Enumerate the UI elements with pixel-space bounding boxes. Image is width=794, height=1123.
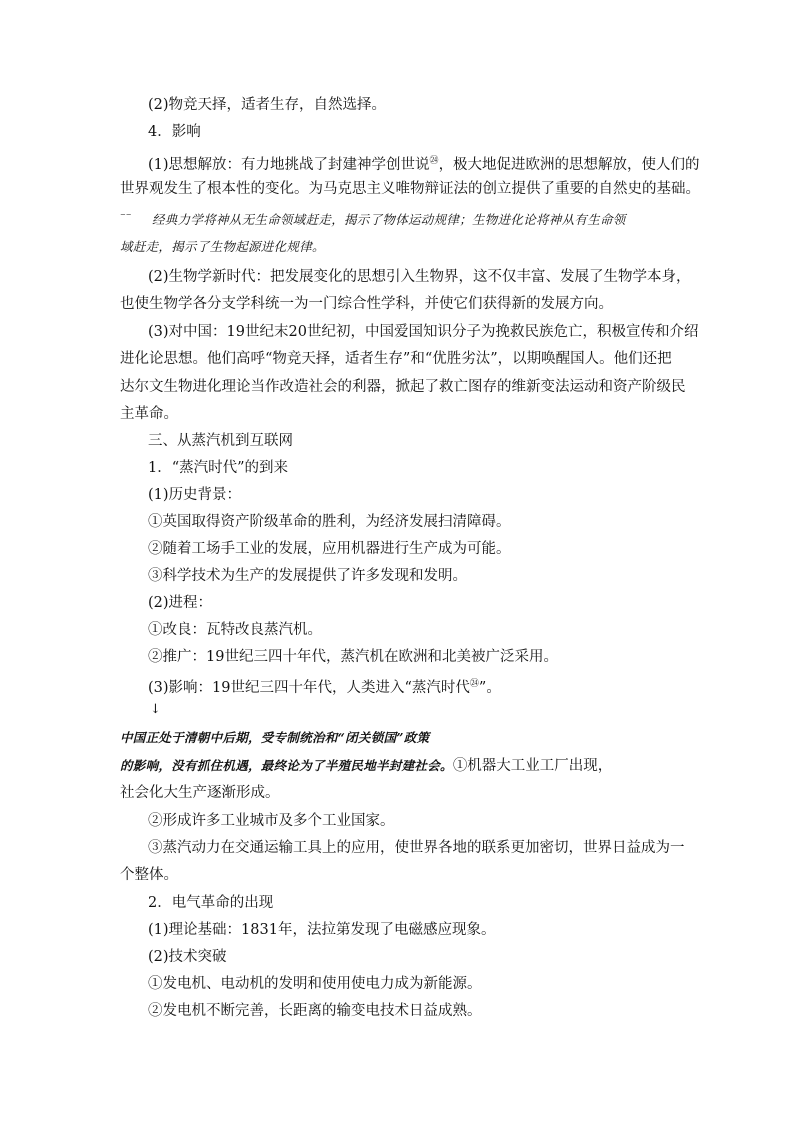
text-span: ①机器大工业工厂出现， <box>452 758 613 774</box>
text-line <box>120 756 612 776</box>
annotation-line: 中国正处于清朝中后期，受专制统治和“闭关锁国”政策 <box>120 730 430 745</box>
subsection-heading: 1．“蒸汽时代”的到来 <box>148 460 289 476</box>
text-line: (2)技术突破 <box>148 949 227 965</box>
annotation-line: 域赶走，揭示了生物起源进化规律。 <box>120 239 325 254</box>
annotation-span: 的影响，没有抓住机遇，最终论为了半殖民地半封建社会。 <box>120 758 453 773</box>
subsection-heading: 2．电气革命的出现 <box>148 895 274 911</box>
text-line: ②推广：19世纪三四十年代，蒸汽机在欧洲和北美被广泛采用。 <box>148 649 558 665</box>
note-marker-icon: ㉔ <box>469 679 479 689</box>
text-line: 也使生物学各分支学科统一为一门综合性学科，并使它们获得新的发展方向。 <box>120 296 613 312</box>
text-line: 社会化大生产逐渐形成。 <box>120 785 280 801</box>
text-line <box>148 674 501 698</box>
text-line: (3)对中国：19世纪末20世纪初，中国爱国知识分子为挽救民族危亡，积极宣传和介绍 <box>148 324 699 340</box>
text-line: (2)进程： <box>148 595 213 611</box>
text-span: ，极大地促进欧洲的思想解放，使人们的 <box>438 156 700 173</box>
text-line: ①发电机、电动机的发明和使用使电力成为新能源。 <box>148 976 482 992</box>
arrow-icon: ⁻⁻ <box>120 210 132 223</box>
annotation-line: 经典力学将神从无生命领域赶走，揭示了物体运动规律；生物进化论将神从有生命领 <box>152 212 626 227</box>
text-line: 个整体。 <box>120 867 178 883</box>
text-span: ”。 <box>478 679 501 696</box>
text-line: 世界观发生了根本性的变化。为马克思主义唯物辩证法的创立提供了重要的自然史的基础。 <box>120 181 700 197</box>
text-line: ①英国取得资产阶级革命的胜利，为经济发展扫清障碍。 <box>148 514 511 530</box>
text-span: (1)思想解放：有力地挑战了封建神学创世说 <box>148 156 430 173</box>
text-line: 达尔文生物进化理论当作改造社会的利器，掀起了救亡图存的维新变法运动和资产阶级民 <box>120 379 686 395</box>
arrow-down-icon: ↓ <box>150 702 161 717</box>
text-line: ③科学技术为生产的发展提供了许多发现和发明。 <box>148 568 467 584</box>
text-line: ①改良：瓦特改良蒸汽机。 <box>148 622 322 638</box>
text-line: ②形成许多工业城市及多个工业国家。 <box>148 813 395 829</box>
section-heading: 4．影响 <box>148 124 201 140</box>
text-line: (2)物竞天择，适者生存，自然选择。 <box>148 97 387 113</box>
section-heading: 三、从蒸汽机到互联网 <box>148 433 293 449</box>
text-line: ②发电机不断完善，长距离的输变电技术日益成熟。 <box>148 1003 482 1019</box>
text-line: 主革命。 <box>120 406 178 422</box>
text-line: ③蒸汽动力在交通运输工具上的应用，使世界各地的联系更加密切，世界日益成为一 <box>148 840 685 856</box>
text-line: (2)生物学新时代：把发展变化的思想引入生物界，这不仅丰富、发展了生物学本身， <box>148 269 691 285</box>
text-line: (1)理论基础：1831年，法拉第发现了电磁感应现象。 <box>148 922 496 938</box>
text-line: (1)历史背景： <box>148 487 242 503</box>
text-line <box>148 151 700 175</box>
text-line: 进化论思想。他们高呼“物竞天择，适者生存”和“优胜劣汰”，以期唤醒国人。他们还把 <box>120 351 672 367</box>
text-line: ②随着工场手工业的发展，应用机器进行生产成为可能。 <box>148 541 511 557</box>
note-marker-icon: ㉔ <box>429 156 439 166</box>
text-span: (3)影响：19世纪三四十年代，人类进入“蒸汽时代 <box>148 679 470 696</box>
